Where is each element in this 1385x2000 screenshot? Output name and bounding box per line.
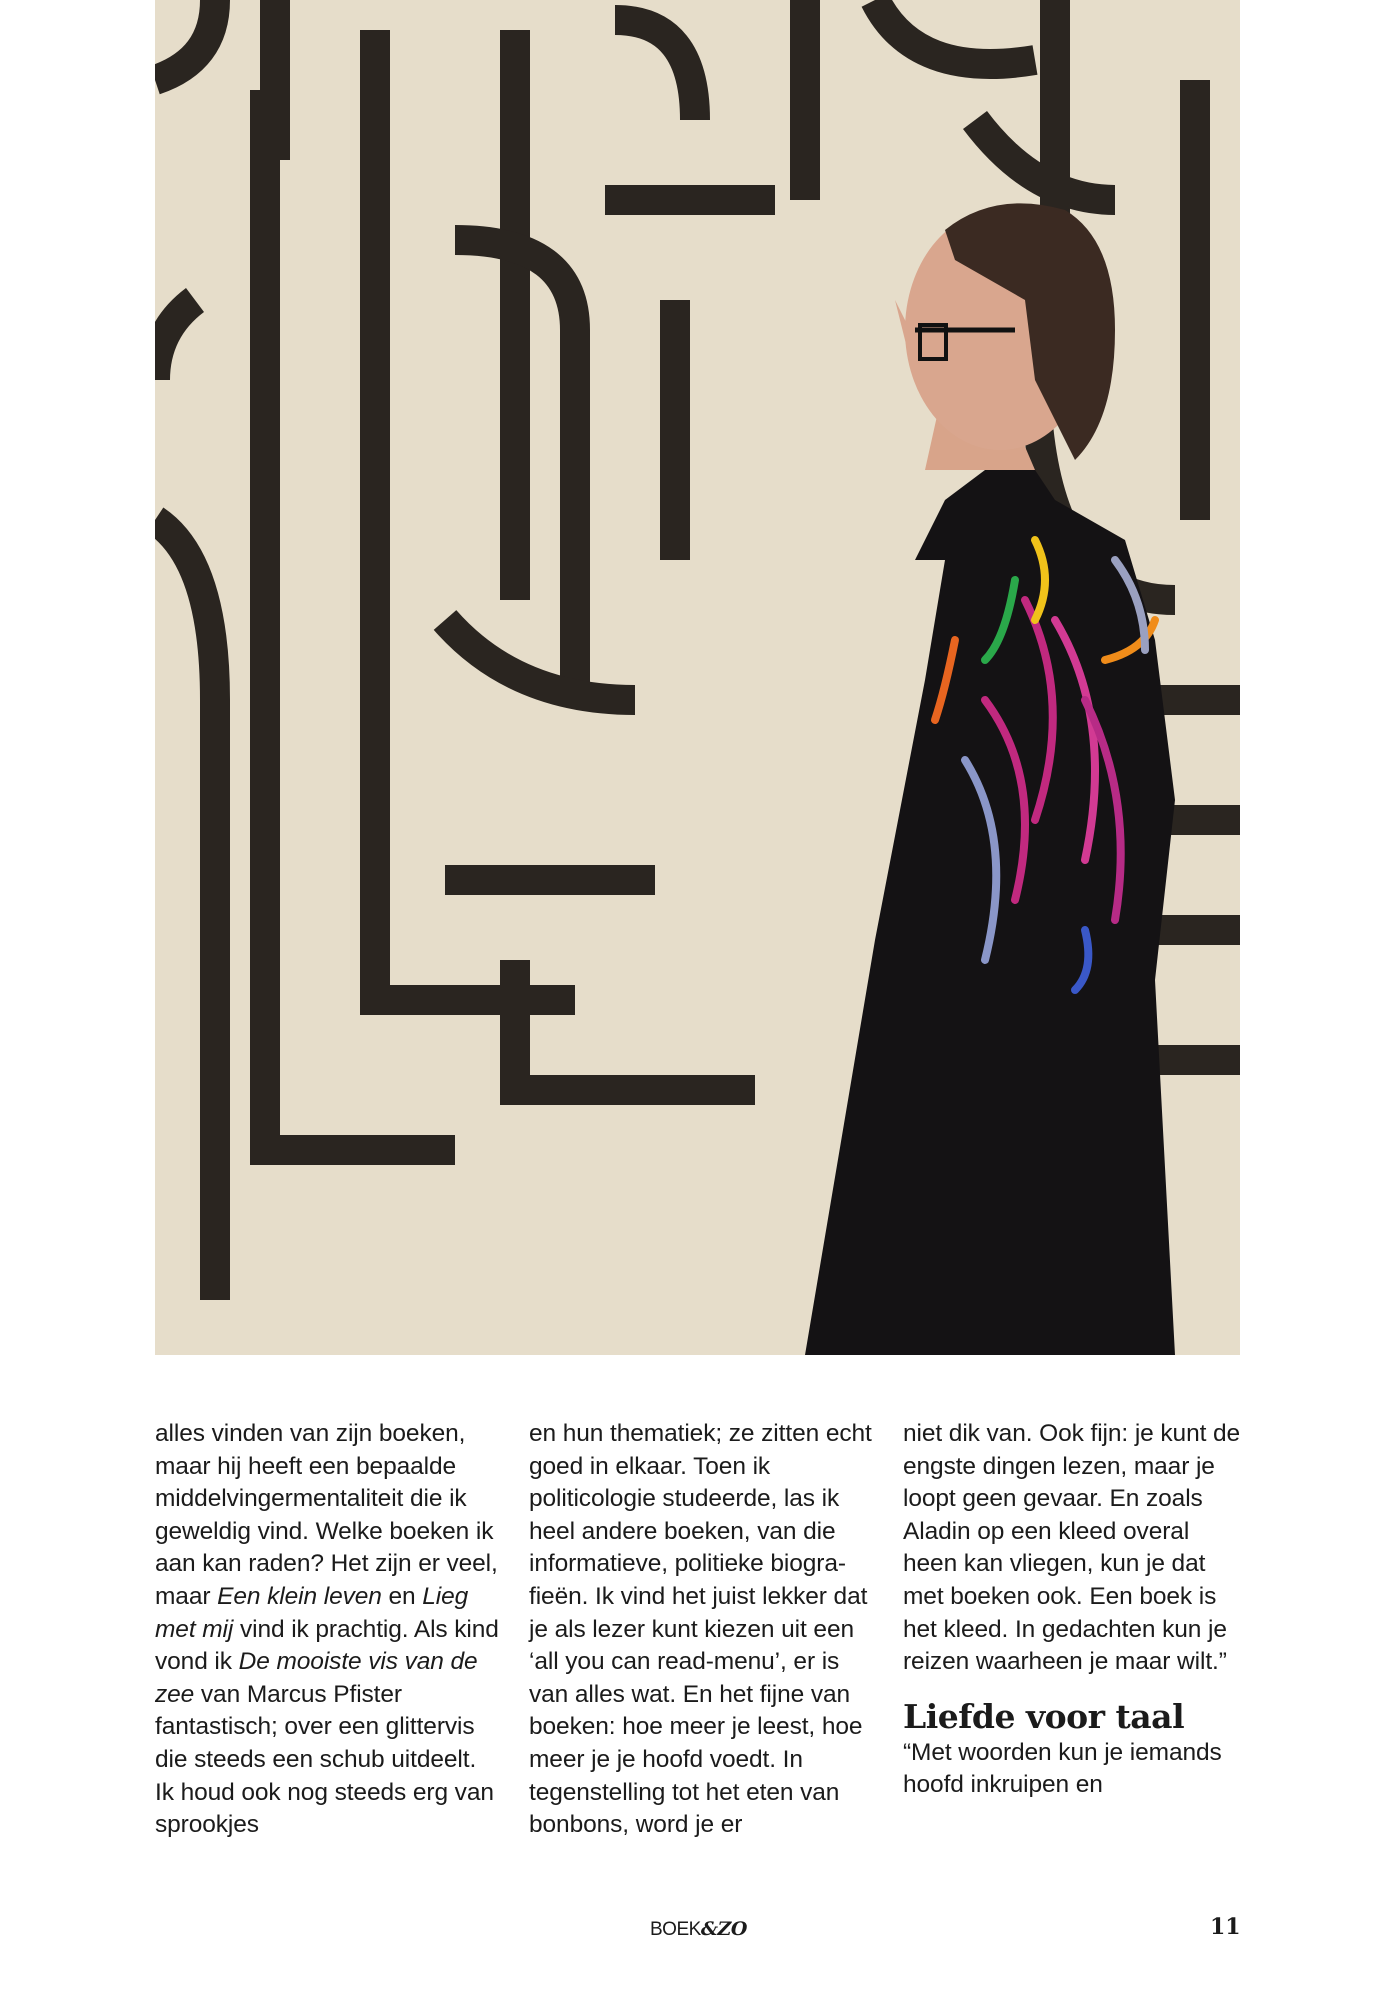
- column-3-text: [903, 1418, 1248, 1679]
- book-title: De mooiste vis van de zee: [155, 1648, 478, 1708]
- book-title: Lieg met mij: [155, 1582, 469, 1643]
- logo-ampersand: &ZO: [700, 1918, 747, 1940]
- text-segment: en: [381, 1582, 423, 1610]
- article-column-2: [529, 1418, 874, 1842]
- column-3-continuation: “Met woorden kun je iemands hoofd inkruipen en: [903, 1738, 1222, 1799]
- article-column-3: [903, 1418, 1248, 1802]
- text-segment: vind ik prachtig. Als kind vond ik: [155, 1615, 499, 1676]
- portrait-illustration: [155, 0, 1240, 1355]
- text-segment: niet dik van. Ook fijn: je kunt de engste dingen lezen, maar je loopt geen gevaar. En zoals Aladin op een kleed overal heen kan vliegen, kun je dat met boeken ook. Een boek is het kleed. In gedachten kun je reizen waarheen je maar wilt.”: [903, 1420, 1241, 1676]
- text-segment: en hun thematiek; ze zitten echt goed in elkaar. Toen ik politicologie studeerde, las ik heel andere boeken, van die informatieve, politieke biografieën. Ik vind het juist lekker dat je als lezer kunt kiezen uit een ‘all you can read-menu’, er is van alles wat. En het fijne van boeken: hoe meer je leest, hoe meer je je hoofd voedt. In tegenstelling tot het eten van bonbons, word je er: [529, 1420, 872, 1839]
- section-subheading: Liefde voor taal: [903, 1696, 1185, 1736]
- article-column-1: [155, 1418, 500, 1842]
- book-title: Een klein leven: [217, 1582, 382, 1610]
- logo-word: BOEK: [650, 1919, 701, 1940]
- portrait-photo: [155, 0, 1240, 1355]
- column-1-text: [155, 1418, 500, 1842]
- magazine-logo: [650, 1918, 747, 1941]
- page-number: 11: [1210, 1914, 1241, 1940]
- text-segment: alles vinden van zijn boeken, maar hij heeft een bepaalde middelvingermentaliteit die ik geweldig vind. Welke boeken ik aan kan raden? Het zijn er veel, maar: [155, 1420, 498, 1610]
- text-segment: van Marcus Pfister fantastisch; over een glittervis die steeds een schub uitdeelt. Ik houd ook nog steeds erg van sprookjes: [155, 1680, 494, 1839]
- column-2-text: [529, 1418, 874, 1842]
